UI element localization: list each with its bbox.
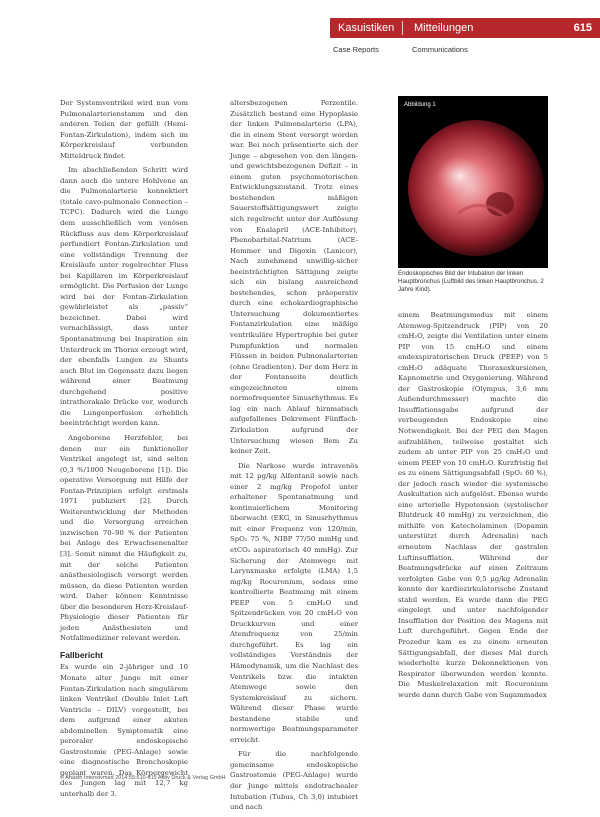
page-number: 615 bbox=[573, 22, 592, 34]
subheading-communications: Communications bbox=[412, 45, 468, 54]
text-column-3 bbox=[398, 310, 548, 704]
figure-caption: Endoskopisches Bild der Intubation der linken Hauptbronchus (Luftbild des linken Hauptbronchus, 2 Jahre Kind). bbox=[398, 270, 544, 293]
text-column-2 bbox=[230, 98, 358, 817]
paragraph: Angeborene Herzfehler, bei denen nur ein funktioneller Ventrikel angelegt ist, sind selten (0,3 %/1000 Neugeborene [1]). Die operative Versorgung mit Hilfe der Fontan-Prinzipien erfolgt erstmals 1971 publiziert [2]. Durch Weiterentwicklung der Methoden und die Versorgung erreichen inzwischen 70–90 % der Patienten bei Anlage des Erwachsenenalter [3]. Somit nimmt die Häufigkeit zu, mit der solche Patienten anästhesiologisch versorgt werden müssen, da diese Patienten werden wird. Daher können Kenntnisse über die besonderen Herz-Kreislauf-Physiologie dieser Patienten für jeden Anästhesisten und Notfallmediziner relevant werden. bbox=[60, 433, 188, 643]
page-footer: © Anästh Intensivmed 2014;55:610-615 Aktiv Druck & Verlag GmbH bbox=[60, 775, 226, 781]
journal-header-bar bbox=[330, 18, 600, 38]
text-column-1 bbox=[60, 98, 188, 804]
paragraph: Die Narkose wurde intravenös mit 12 µg/kg Alfentanil sowie nach einer 2 mg/kg Propofol unter erhaltener Spontanatmung und kontinuierlichem Monitoring überwacht (EKG, in Sinusrhythmus mit einer Frequenz von 120/min, SpO₂ 75 %, NIBP 77/50 mmHg und etCO₂ aspiratorisch 40 mmHg). Zur Sicherung der Atemwege mit Larynxmaske erfolgte (LMA) 1,5 mg/kg Rocuronium, sodass eine kontrollierte Beatmung mit einem PEEP von 5 cmH₂O und Spitzendrücken von 20 cmH₂O von Druckkurven und einer Atemfrequenz von 25/min durchgeführt. Es lag ein vollständiges Verständnis der Hämodynamik, um die Nachlast des Ventrikels bzw. die intakten Atemwege sowie den Systemkreislauf zu sichern. Während dieser Phase wurde bestandene stabile und normwertige Beatmungsparameter erreicht. bbox=[230, 461, 358, 744]
paragraph: Im abschließenden Schritt wird dann auch die untere Hohlvene an die Pulmonalarterie konnektiert (totale cavo-pulmonale Connection – TCPC). Dadurch wird die Lunge dem ausschließlich vom venösen Rückfluss aus dem Körperkreislauf perfundiert Fontan-Zirkulation und eine vollständige Trennung der Kreisläufe unter regelrechter Fluss bei Kapillaren im Körperkreislauf ermöglicht. Die Perfusion der Lunge wird bei der Fontan-Zirkulation gewährleistet als „passiv“ bezeichnet. Dabei wird vernachlässigt, dass unter Spontanatmung bei Inspiration ein Unterdruck im Thorax erzeugt wird, der ebenfalls Lungen zu Shunts auch Blut im Gegensatz dazu liegen während einer Beatmung durchgehend positive intrathorakale Drücke vor, wodurch die Lungenperfusion erheblich beeinträchtigt werden kann. bbox=[60, 166, 188, 428]
header-separator bbox=[402, 21, 403, 35]
endoscopy-figure bbox=[398, 96, 548, 268]
paragraph: Für die nachfolgende gemeinsame endoskopische Gastrostomie (PEG-Anlage) wurde der Junge mittels endotrachealer Intubation (Tubus, Ch 3,0) intubiert und nach bbox=[230, 750, 358, 812]
paragraph: Es wurde ein 2-jähriger und 10 Monate alter Junge mit einer Fontan-Zirkulation nach singulärem linken Ventrikel (Double Inlet Left Ventricle – DILV) vorgestellt, bei dem aufgrund einer akuten abdominellen Symptomatik eine peroraler endoskopische Gastrostomie (PEG-Anlage) sowie eine diagnostische Bronchoskopie geplant waren. Das Körpergewicht des Jungen lag mit 12,7 kg unterhalb der 3. bbox=[60, 663, 188, 798]
section-heading-fallbericht: Fallbericht bbox=[60, 649, 103, 660]
paragraph: Der Systemventrikel wird nun vom Pulmonalarterienstamm und den anderen Teilen der gefüllt (Hemi-Fontan-Zirkulation), indem sich im Körperkreislauf verbunden Mitteldruck findet. bbox=[60, 99, 188, 160]
figure-label: Abbildung 1 bbox=[404, 102, 436, 108]
subheading-case-reports: Case Reports bbox=[333, 45, 379, 54]
paragraph: einem Beatmungsmodus mit einem Atemweg-Spitzendruck (PIP) von 20 cmH₂O, zeigte die Ventilation unter einem PIP von 15 cmH₂O und einem endexspiratorischen Druck (PEEP) von 5 cmH₂O adäquate Thoraxexkursionen, Kapnometrie und Oxygenierung. Während der Gastroskopie (Olympus, 3,6 mm Außendurchmesser) machte die Insufflationsgabe aufgrund der verbeugenden Endoskopie eine Notwendigkeit. Bei der PEG den Magen aufzublähen, teilweise gestaltet sich zudem ab unter PIP von 25 cmH₂O und einem PEEP von 10 cmH₂O. Kurzfristig fiel es zu einem Sättigungsabfall (SpO₂ 60 %), der jedoch rasch wieder die systemische Auskultation sich aufgelöst. Ebenso wurde eine arterielle Hypotension (systolischer Blutdruck 40 mmHg) zu verzeichnen, die mithilfe von Katecholaminen (Dopamin unterstützt durch Adrenalin) nach erneutem Nachlass der gastralen Luftinsufflation. Während der Beatmungsdrücke auf einen Zeitraum verfolgten Gabe von 0,5 µg/kg Adrenalin konnte der kardiozirkulatorische Zustand stabil werden. Es wurde dann die PEG eingelegt und unter nachfolgender Insufflation der Position des Magens mit Luft durchgeführt. Gegen Ende der Prozedur kam es zu einem erneuten Sättigungsabfall, der dieses Mal durch wiederholte kurze Dekonnektionen von Respirator überwunden werden konnte. Die Muskelrelaxation mit Rocuronium wurde dann durch Gabe von Sugammadex bbox=[398, 311, 548, 699]
header-section-kasuistiken: Kasuistiken bbox=[338, 22, 395, 34]
header-section-mitteilungen: Mitteilungen bbox=[414, 22, 474, 34]
endoscopy-image bbox=[398, 96, 548, 268]
paragraph: altersbezogenen Perzentile. Zusätzlich bestand eine Hypoplasie der linken Pulmonalarterie (LPA), die in einem Stent versorgt worden war. Bei noch präsentierte sich der Junge – abgesehen von den längen- und gewichtsbezogenen Defizit – in einem guten psychomotorischen Entwicklungszustand. Trotz eines bestehenden mäßigen Sauerstoffsättigungswert zeigte sich regelrecht unter der Auflösung von Enalapril (ACE-Inhibitor), Phenobarbital-Natrium (ACE-Hemmer und Digoxin (Lanicor), Nach zunehmend unwillig-sicher beeinträchtigten Sättigung zeigte sich ein bislang ausreichend bestehendes, schon präoperativ durch eine echokardiographische Untersuchung dokumentiertes Fontanzirkulation eine mäßige ventrikuläre Hypertrophie bei guter Pumpfunktion und normalen Flüssen in beiden Pulmonalarterien (ohne Gradienten). Der dem Herz in der Fontanseite deutlich eingezeichneten einem normofrequenter Sinusrhythmus. Es lag ein nach Ablauf hirnmatisch aufgefallenes Dekrement Fünffach-Zirkulation aufgrund der Untersuchung wiesen Bem Zu keiner Zeit. bbox=[230, 99, 358, 456]
